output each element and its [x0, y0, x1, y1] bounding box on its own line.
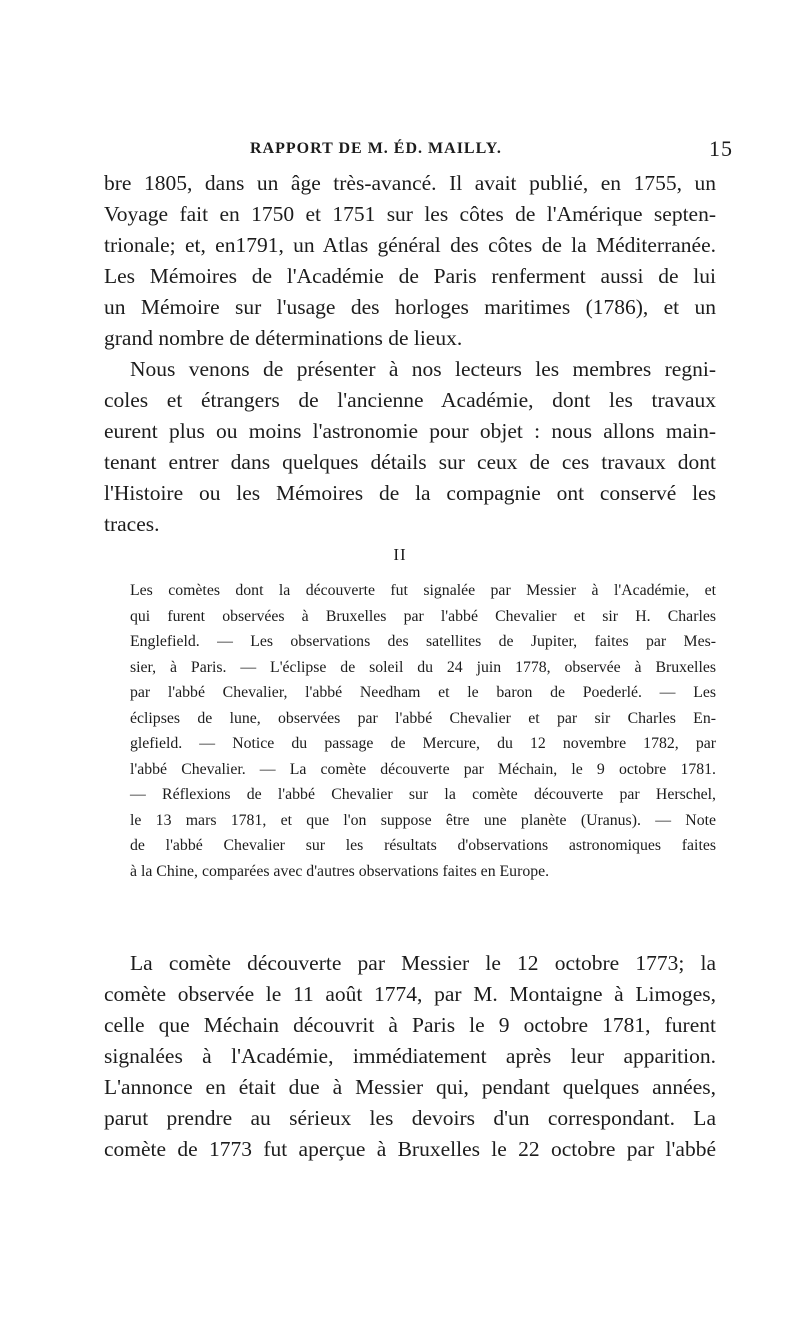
text-line: Nous venons de présenter à nos lecteurs les membres regni- [130, 357, 716, 381]
text-line: La comète découverte par Messier le 12 octobre 1773; la [130, 951, 716, 975]
section-summary [104, 578, 716, 884]
text-line: Voyage fait en 1750 et 1751 sur les côtes de l'Amérique septen- [104, 202, 716, 226]
text-line: traces. [104, 512, 160, 536]
text-line: comète observée le 11 août 1774, par M. Montaigne à Limoges, [104, 982, 716, 1006]
text-line: comète de 1773 fut aperçue à Bruxelles le 22 octobre par l'abbé [104, 1137, 716, 1161]
text-line: un Mémoire sur l'usage des horloges maritimes (1786), et un [104, 295, 716, 319]
summary-line: qui furent observées à Bruxelles par l'abbé Chevalier et sir H. Charles [130, 607, 716, 625]
text-line: celle que Méchain découvrit à Paris le 9 octobre 1781, furent [104, 1013, 716, 1037]
text-line: grand nombre de déterminations de lieux. [104, 326, 463, 350]
summary-line: glefield. — Notice du passage de Mercure, du 12 novembre 1782, par [130, 735, 716, 752]
text-line: signalées à l'Académie, immédiatement après leur apparition. [104, 1044, 716, 1068]
running-title: RAPPORT DE M. ÉD. MAILLY. [250, 140, 502, 157]
text-line: trionale; et, en1791, un Atlas général des côtes de la Méditerranée. [104, 233, 716, 257]
text-line: l'Histoire ou les Mémoires de la compagnie ont conservé les [104, 481, 716, 505]
page-number: 15 [709, 136, 733, 161]
summary-line: par l'abbé Chevalier, l'abbé Needham et le baron de Poederlé. — Les [130, 684, 716, 701]
text-line: bre 1805, dans un âge très-avancé. Il avait publié, en 1755, un [104, 171, 716, 195]
section-number: II [393, 545, 407, 564]
body-text-bottom [104, 948, 716, 1165]
summary-line: — Réflexions de l'abbé Chevalier sur la comète découverte par Herschel, [130, 786, 716, 803]
summary-line: le 13 mars 1781, et que l'on suppose être une planète (Uranus). — Note [130, 811, 716, 829]
summary-line: Les comètes dont la découverte fut signalée par Messier à l'Académie, et [130, 582, 716, 599]
body-text-top [104, 168, 716, 540]
summary-line: à la Chine, comparées avec d'autres observations faites en Europe. [130, 862, 550, 880]
text-line: L'annonce en était due à Messier qui, pendant quelques années, [104, 1075, 716, 1099]
text-line: tenant entrer dans quelques détails sur ceux de ces travaux dont [104, 450, 716, 474]
summary-line: de l'abbé Chevalier sur les résultats d'observations astronomiques faites [130, 837, 716, 854]
summary-line: Englefield. — Les observations des satellites de Jupiter, faites par Mes- [130, 633, 716, 650]
text-line: eurent plus ou moins l'astronomie pour objet : nous allons main- [104, 419, 716, 443]
summary-line: éclipses de lune, observées par l'abbé Chevalier et par sir Charles En- [130, 709, 716, 727]
text-line: Les Mémoires de l'Académie de Paris renferment aussi de lui [104, 264, 716, 288]
text-line: coles et étrangers de l'ancienne Académie, dont les travaux [104, 388, 716, 412]
text-line: parut prendre au sérieux les devoirs d'un correspondant. La [104, 1106, 716, 1130]
summary-line: sier, à Paris. — L'éclipse de soleil du 24 juin 1778, observée à Bruxelles [130, 658, 716, 676]
summary-line: l'abbé Chevalier. — La comète découverte par Méchain, le 9 octobre 1781. [130, 760, 716, 778]
